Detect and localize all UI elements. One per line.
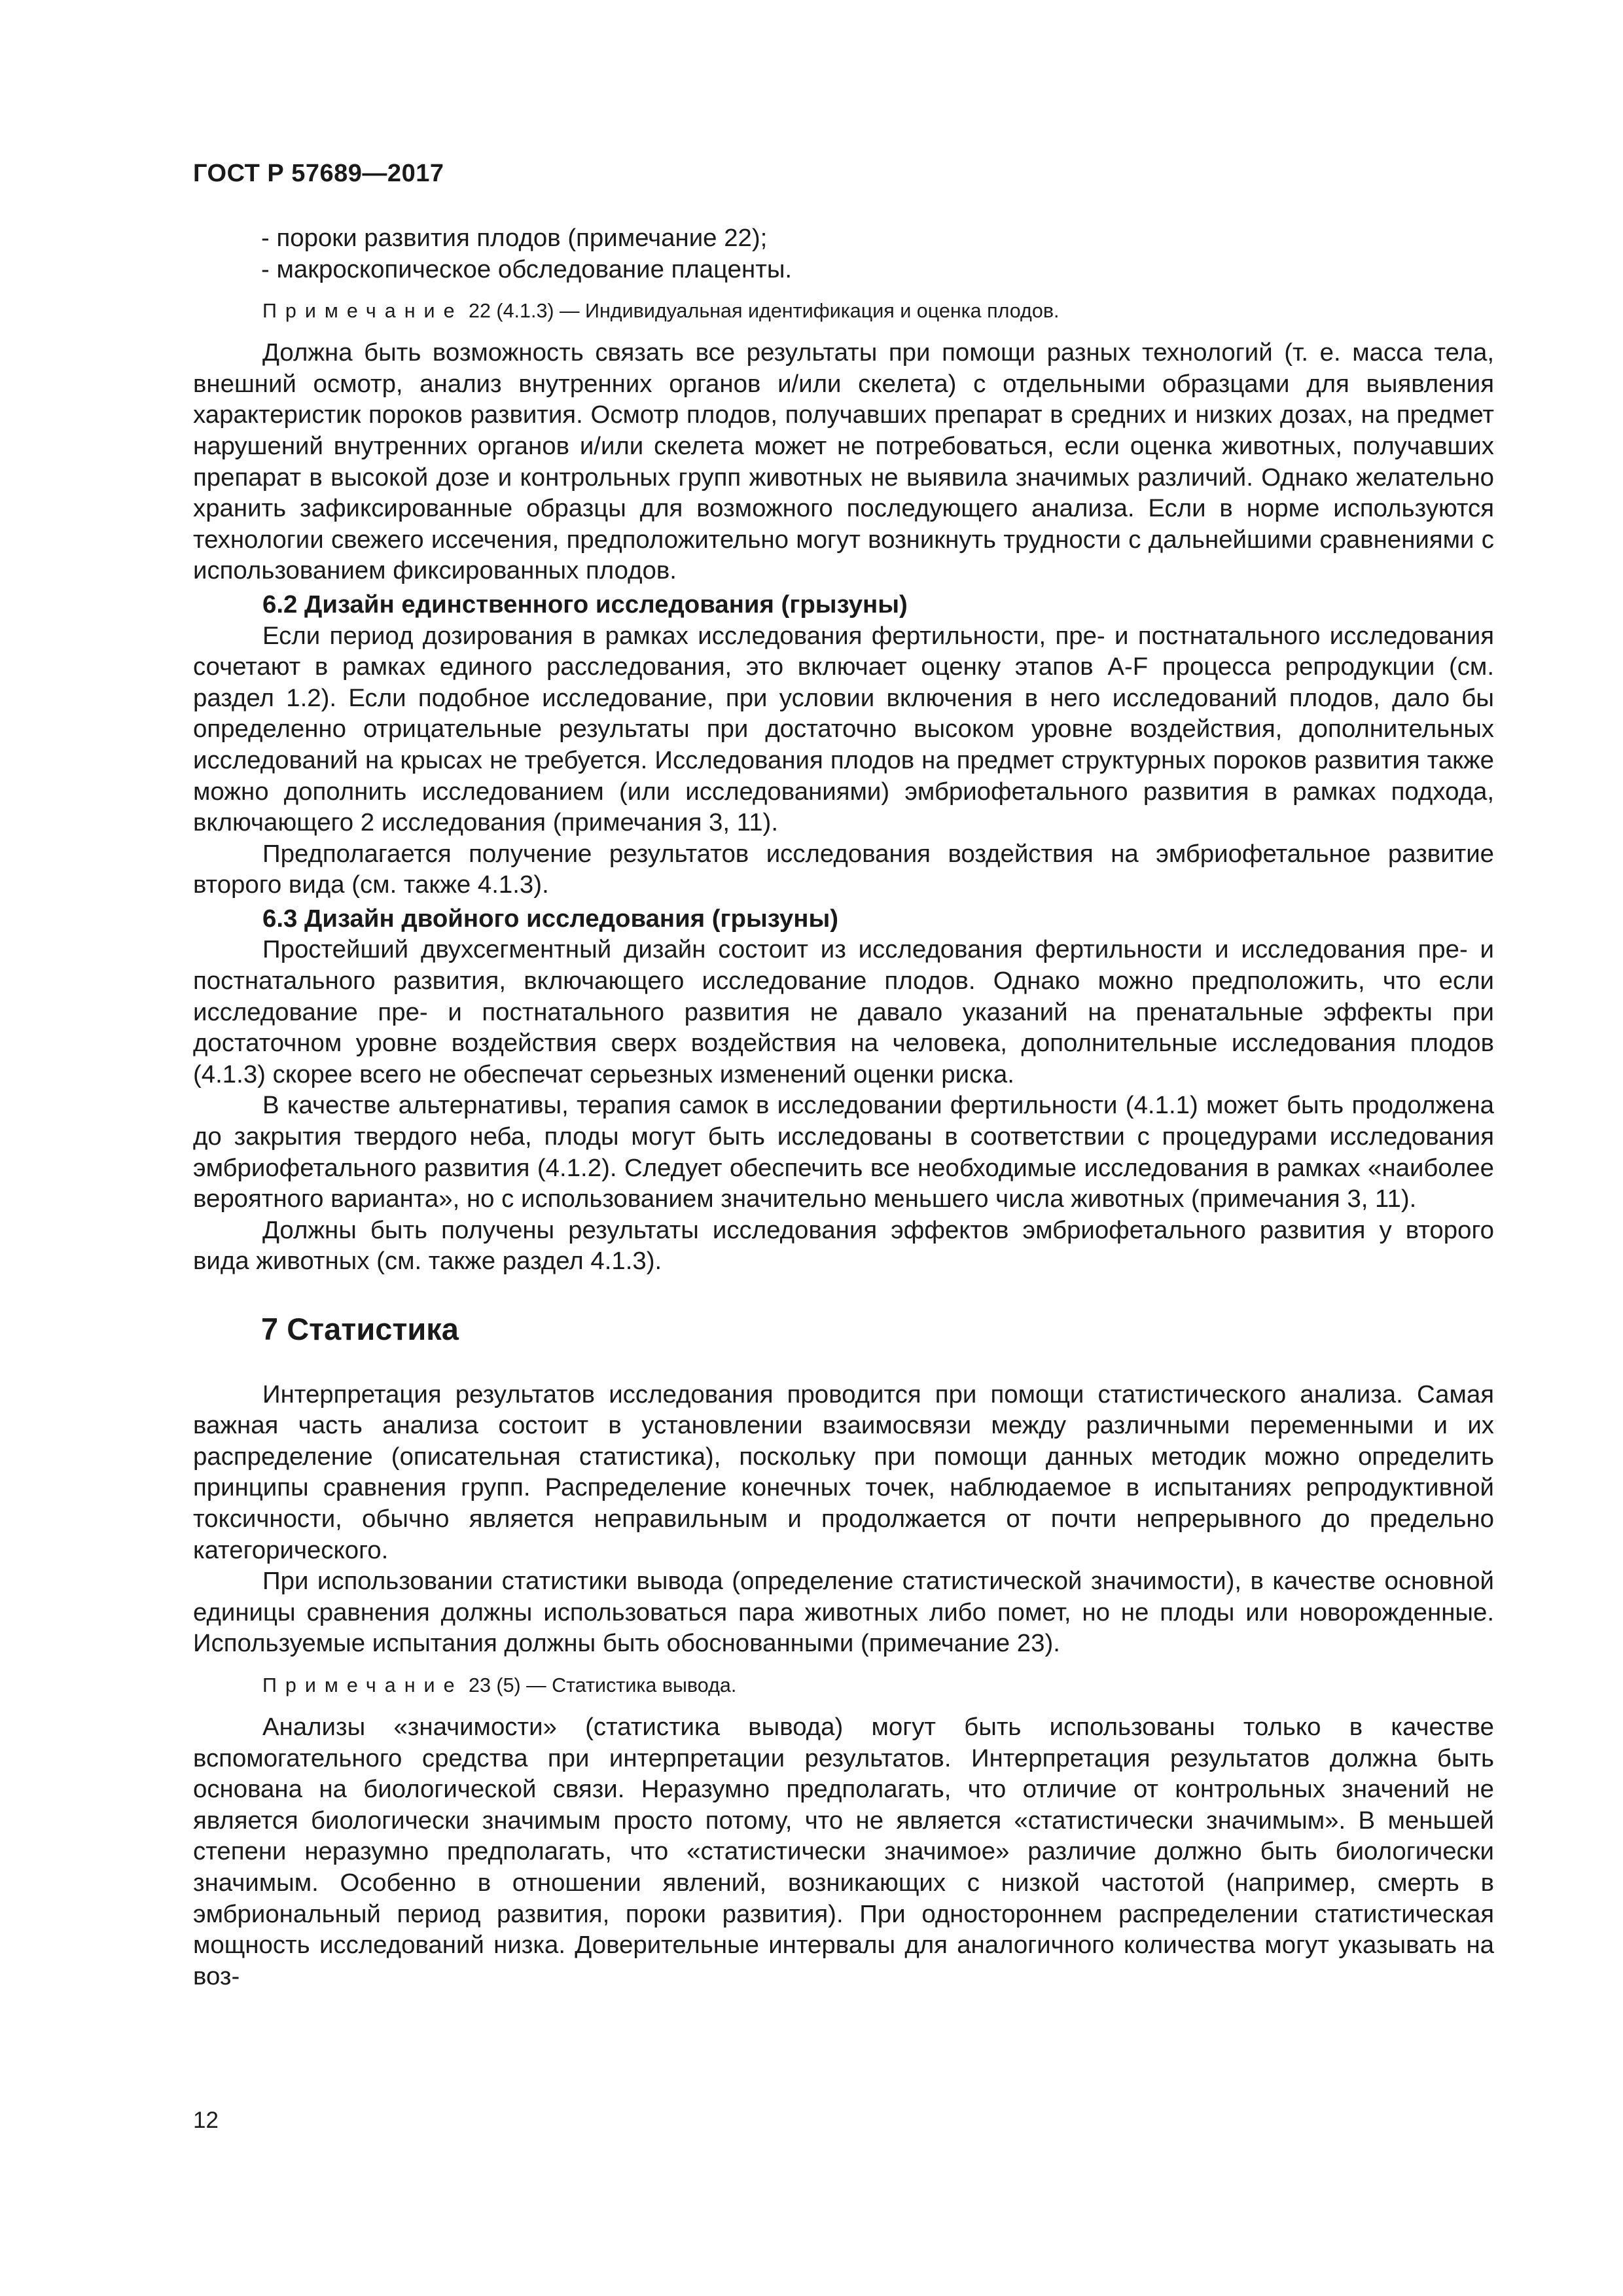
note-label: Примечание bbox=[262, 1674, 463, 1696]
note-label: Примечание bbox=[262, 300, 463, 323]
note-23 bbox=[193, 1671, 1494, 1700]
paragraph: Анализы «значимости» (статистика вывода) могут быть использованы только в качестве вспомогательного средства при интерпретации результатов. Интерпретация результатов должна быть основана на биологической связи. Неразумно предполагать, что отличие от контрольных значений не является биологически значимым просто потому, что не является «статистически значимым». В меньшей степени неразумно предполагать, что «статистически значимое» различие должно быть биологически значимым. Особенно в отношении явлений, возникающих с низкой частотой (например, смерть в эмбриональный период развития, пороки развития). При одностороннем распределении статистическая мощность исследований низка. Доверительные интервалы для аналогичного количества могут указывать на воз- bbox=[193, 1712, 1494, 1990]
paragraph: Предполагается получение результатов исследования воздействия на эмбриофетальное развитие второго вида (см. также 4.1.3). bbox=[193, 839, 1494, 899]
list-item: - макроскопическое обследование плаценты. bbox=[261, 255, 793, 283]
note-22 bbox=[193, 296, 1494, 325]
paragraph: Интерпретация результатов исследования проводится при помощи статистического анализа. Самая важная часть анализа состоит в установлении взаимосвязи между различными переменными и их распределение (описательная статистика), поскольку при помощи данных методик можно определить принципы сравнения групп. Распределение конечных точек, наблюдаемое в испытаниях репродуктивной токсичности, обычно является неправильным и продолжается от почти непрерывного до предельно категорического. bbox=[193, 1380, 1494, 1564]
page-content bbox=[193, 223, 1494, 1992]
paragraph: Если период дозирования в рамках исследования фертильности, пре- и постнатального исследования сочетают в рамках единого расследования, это включает оценку этапов A-F процесса репродукции (см. раздел 1.2). Если подобное исследование, при условии включения в него исследований плодов, дало бы определенно отрицательные результаты при достаточно высоком уровне воздействия, дополнительных исследований на крысах не требуется. Исследования плодов на предмет структурных пороков развития также можно дополнить исследованием (или исследованиями) эмбриофетального развития в рамках подхода, включающего 2 исследования (примечания 3, 11). bbox=[193, 621, 1494, 837]
paragraph: Должны быть получены результаты исследования эффектов эмбриофетального развития у второго вида животных (см. также раздел 4.1.3). bbox=[193, 1215, 1494, 1276]
page-number: 12 bbox=[193, 2108, 219, 2133]
note-text: 22 (4.1.3) — Индивидуальная идентификация и оценка плодов. bbox=[463, 300, 1060, 323]
paragraph: Должна быть возможность связать все результаты при помощи разных технологий (т. е. масса тела, внешний осмотр, анализ внутренних органов и/или скелета) с отдельными образцами для выявления характеристик пороков развития. Осмотр плодов, получавших препарат в средних и низких дозах, на предмет нарушений внутренних органов и/или скелета может не потребоваться, если оценка животных, получавших препарат в высокой дозе и контрольных групп животных не выявила значимых различий. Однако желательно хранить зафиксированные образцы для возможного последующего анализа. Если в норме используются технологии свежего иссечения, предположительно могут возникнуть трудности с дальнейшими сравнениями с использованием фиксированных плодов. bbox=[193, 338, 1494, 585]
paragraph: Простейший двухсегментный дизайн состоит из исследования фертильности и исследования пре- и постнатального развития, включающего исследование плодов. Однако можно предположить, что если исследование пре- и постнатального развития не давало указаний на пренатальные эффекты при достаточном уровне воздействия сверх воздействия на человека, дополнительные исследования плодов (4.1.3) скорее всего не обеспечат серьезных изменений оценки риска. bbox=[193, 935, 1494, 1088]
subsection-heading-6-3: 6.3 Дизайн двойного исследования (грызуны) bbox=[262, 904, 839, 933]
subsection-heading-6-2: 6.2 Дизайн единственного исследования (грызуны) bbox=[262, 590, 908, 619]
list-item: - пороки развития плодов (примечание 22); bbox=[261, 224, 768, 252]
note-text: 23 (5) — Статистика вывода. bbox=[463, 1674, 737, 1696]
paragraph: В качестве альтернативы, терапия самок в исследовании фертильности (4.1.1) может быть продолжена до закрытия твердого неба, плоды могут быть исследованы в соответствии с процедурами исследования эмбриофетального развития (4.1.2). Следует обеспечить все необходимые исследования в рамках «наиболее вероятного варианта», но с использованием значительно меньшего числа животных (примечания 3, 11). bbox=[193, 1091, 1494, 1213]
paragraph: При использовании статистики вывода (определение статистической значимости), в качестве основной единицы сравнения должны использоваться пара животных либо помет, но не плоды или новорожденные. Используемые испытания должны быть обоснованными (примечание 23). bbox=[193, 1567, 1494, 1658]
document-header: ГОСТ Р 57689—2017 bbox=[193, 160, 444, 187]
section-heading-7: 7 Статистика bbox=[261, 1312, 459, 1346]
